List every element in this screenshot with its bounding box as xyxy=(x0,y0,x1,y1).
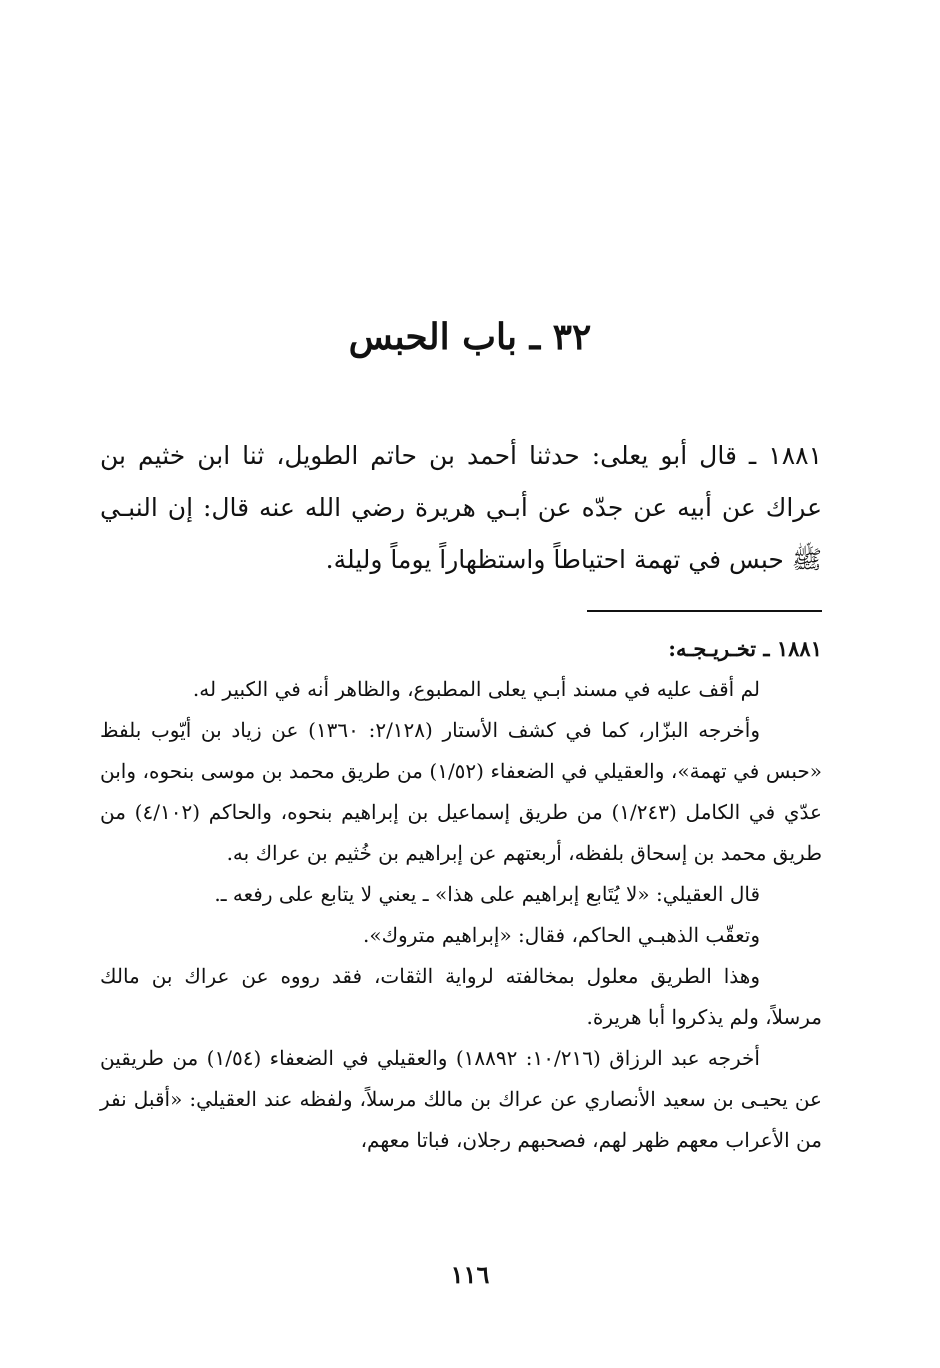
takhrij-paragraph: وهذا الطريق معلول بمخالفته لرواية الثقات، فقد رووه عن عراك بن مالك مرسلاً، ولم يذكروا أبا هريرة. xyxy=(100,964,822,1029)
takhrij-paragraph: لم أقف عليه في مسند أبـي يعلى المطبوع، والظاهر أنه في الكبير له. xyxy=(192,677,760,701)
takhrij-paragraph: وأخرجه البزّار، كما في كشف الأستار (٢/١٢٨: ١٣٦٠) عن زياد بن أيّوب بلفظ «حبس في تهمة»، والعقيلي في الضعفاء (١/٥٢) من طريق محمد بن موسى بنحوه، وابن عدّي في الكامل (١/٢٤٣) من طريق إسماعيل بن إبراهيم بنحوه، والحاكم (٤/١٠٢) من طريق محمد بن إسحاق بلفظه، أربعتهم عن إبراهيم بن خُثيم بن عراك به. xyxy=(100,718,823,865)
hadith-text: ١٨٨١ ـ قال أبو يعلى: حدثنا أحمد بن حاتم الطويل، ثنا ابن خثيم بن عراك عن أبيه عن جدّه عن أبـي هريرة رضي الله عنه قال: إن النبـي ﷺ حبس في تهمة احتياطاً واستظهاراً يوماً وليلة. xyxy=(100,441,822,574)
takhrij-paragraph: وتعقّب الذهبـي الحاكم، فقال: «إبراهيم متروك». xyxy=(362,923,760,947)
takhrij-heading: ١٨٨١ ـ تخـريـجـه: xyxy=(668,636,822,661)
chapter-title: ٣٢ ـ باب الحبس xyxy=(348,316,592,358)
page-number: ١١٦ xyxy=(450,1260,490,1289)
footnote-divider xyxy=(587,610,822,612)
takhrij-paragraph: قال العقيلي: «لا يُتَابع إبراهيم على هذا» ـ يعني لا يتابع على رفعه ـ. xyxy=(214,882,760,906)
takhrij-paragraph: أخرجه عبد الرزاق (١٠/٢١٦: ١٨٨٩٢) والعقيلي في الضعفاء (١/٥٤) من طريقين عن يحيـى بن سعيد الأنصاري عن عراك بن مالك مرسلاً، ولفظه عند العقيلي: «أقبل نفر من الأعراب معهم ظهر لهم، فصحبهم رجلان، فباتا معهم، xyxy=(100,1046,822,1152)
takhrij-section xyxy=(100,628,822,1161)
